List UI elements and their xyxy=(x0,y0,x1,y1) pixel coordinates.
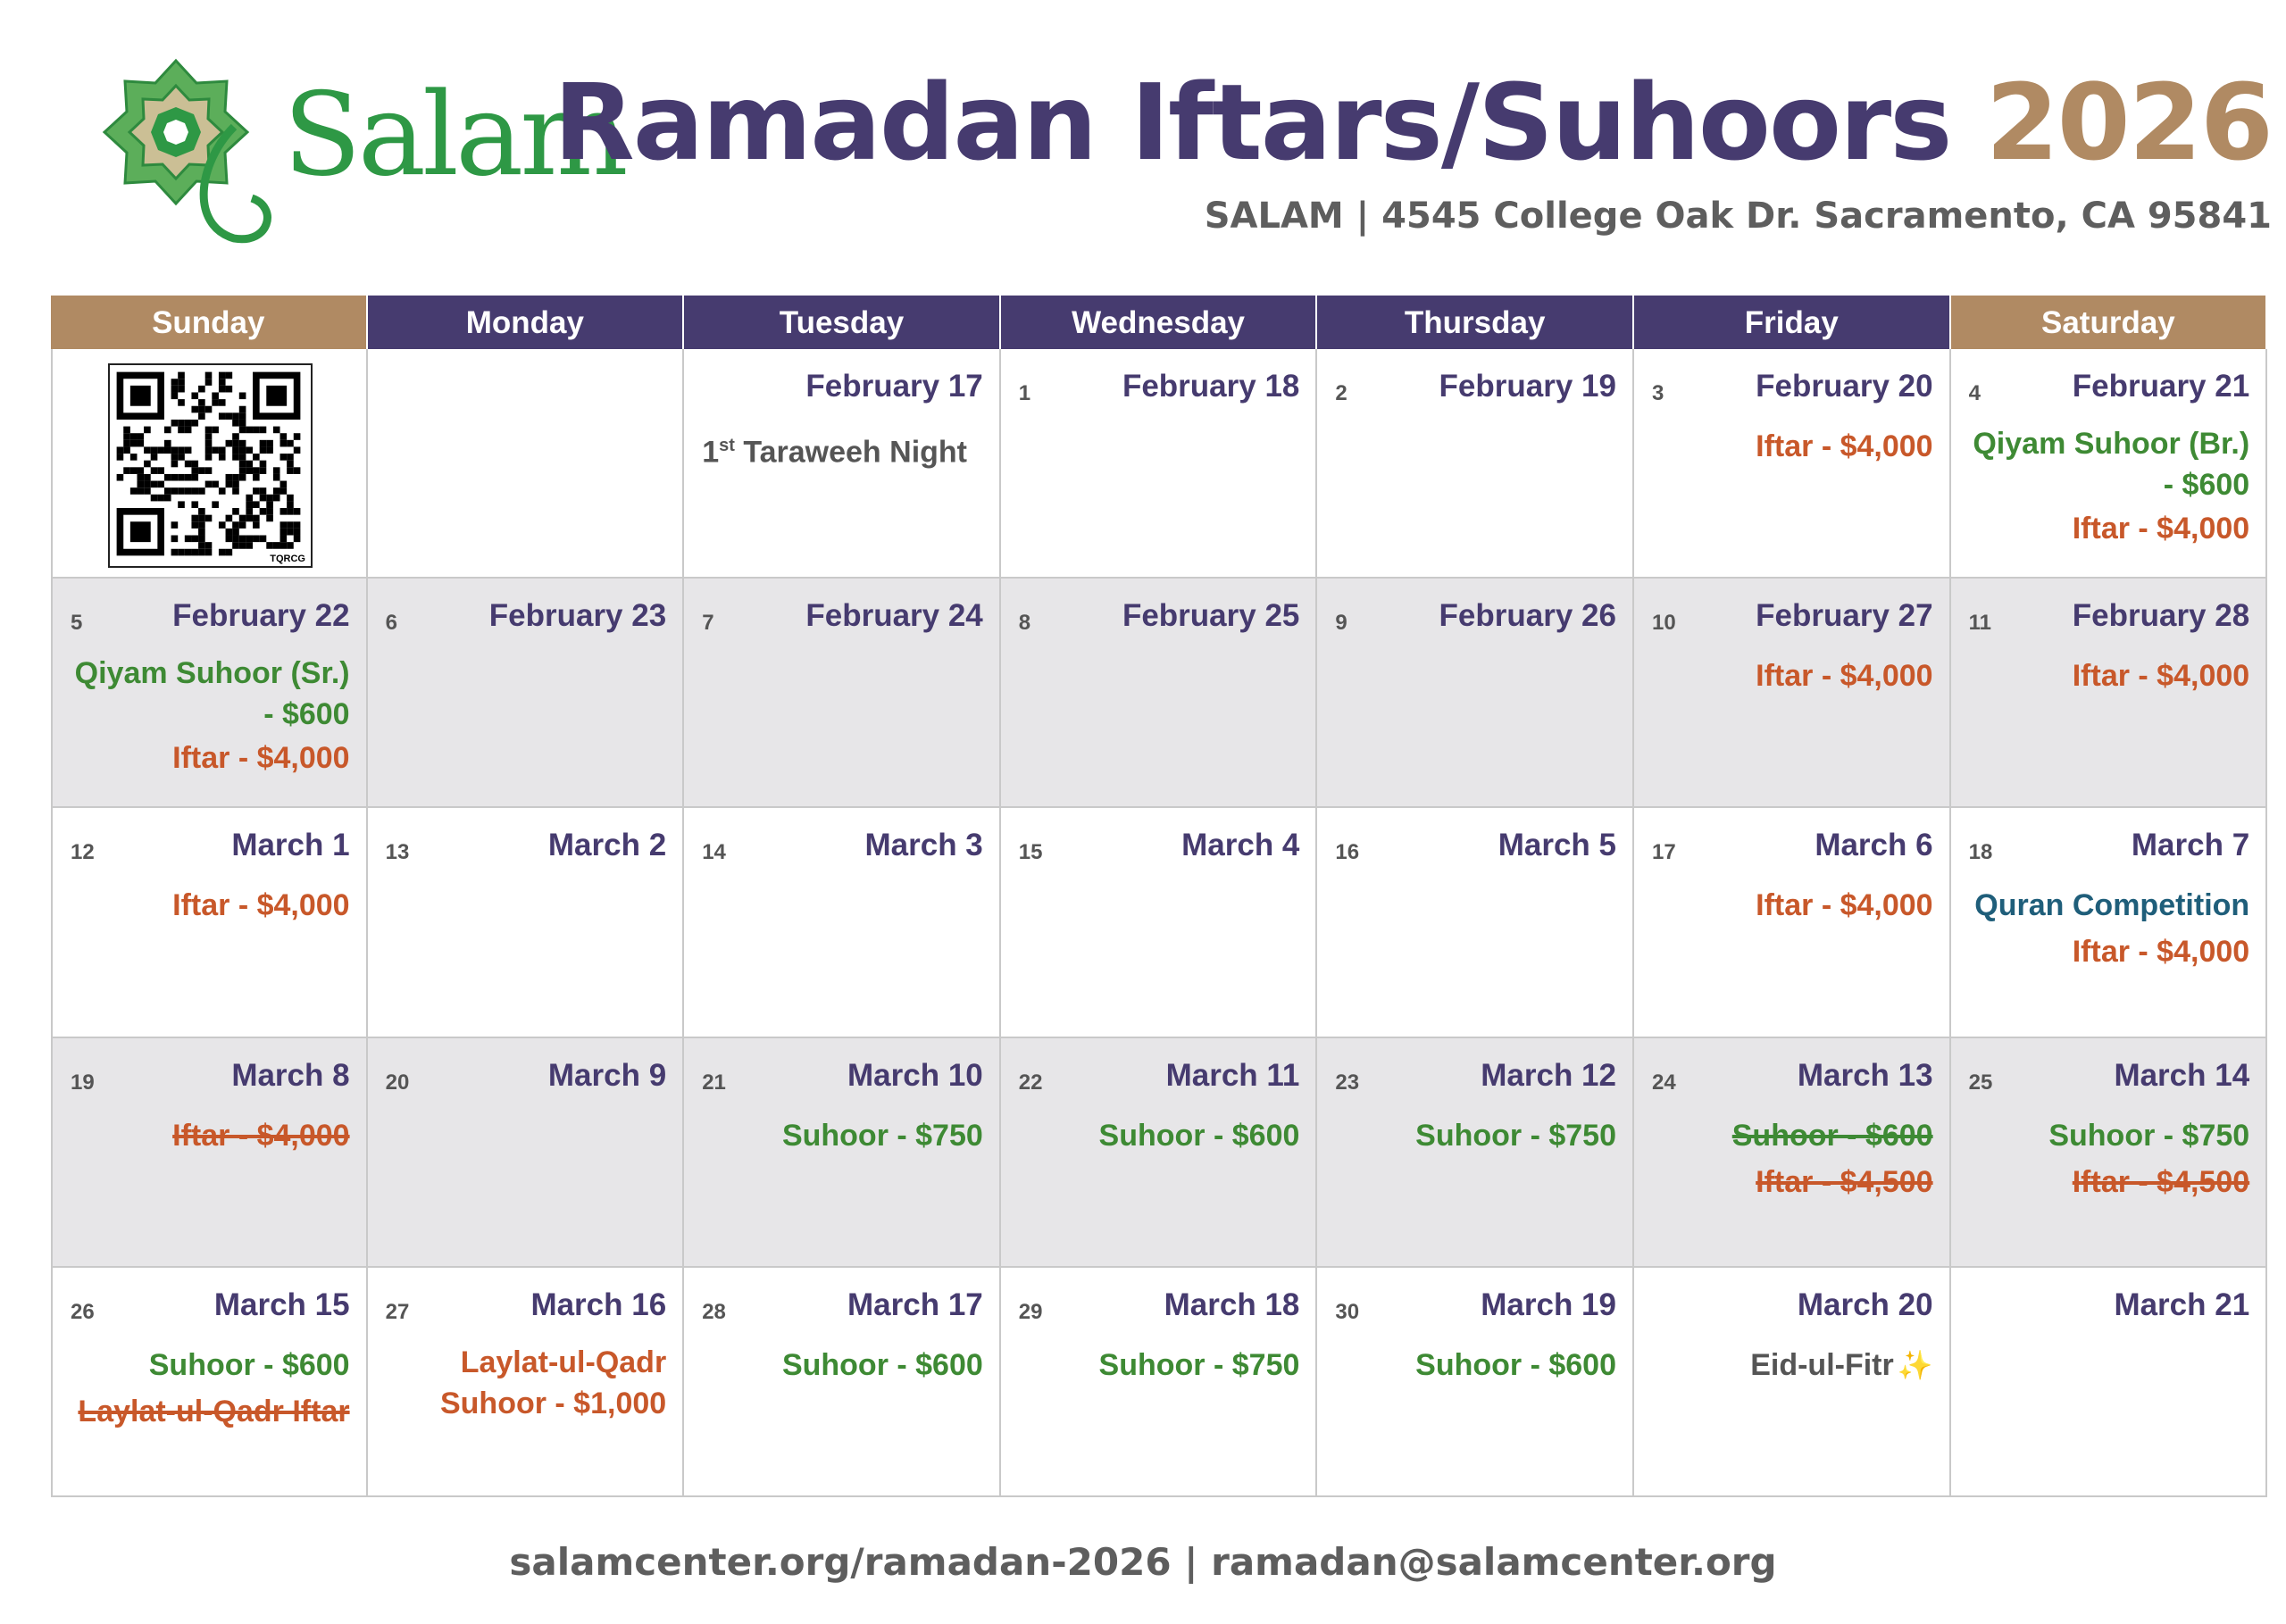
event-text: - $600 xyxy=(2163,468,2250,502)
day-header-tuesday: Tuesday xyxy=(684,296,1001,349)
ramadan-day-number: 9 xyxy=(1335,611,1347,636)
calendar-cell xyxy=(1317,1038,1634,1268)
ramadan-day-number: 18 xyxy=(1968,840,1993,865)
calendar-date: February 24 xyxy=(805,598,983,634)
event-text: Iftar - $4,000 xyxy=(1756,429,1933,463)
calendar-date: March 9 xyxy=(547,1057,667,1093)
ramadan-day-number: 15 xyxy=(1018,840,1043,865)
ramadan-day-number: 6 xyxy=(385,611,397,636)
event-text: Suhoor - $750 xyxy=(2048,1118,2250,1153)
event-item xyxy=(1964,653,2250,699)
calendar-cell xyxy=(1317,349,1634,579)
event-item xyxy=(1964,423,2250,464)
event-text: Iftar - $4,000 xyxy=(172,1118,350,1153)
calendar-date: March 1 xyxy=(231,828,350,863)
calendar-date: March 13 xyxy=(1797,1057,1933,1093)
day-header-thursday: Thursday xyxy=(1317,296,1634,349)
logo-text: Salam xyxy=(283,69,625,202)
calendar-cell xyxy=(368,349,685,579)
calendar-date: February 19 xyxy=(1439,369,1616,404)
event-text: Iftar - $4,000 xyxy=(2072,935,2250,970)
event-item xyxy=(65,882,350,929)
event-item xyxy=(1014,1342,1300,1388)
calendar-cell xyxy=(684,1268,1001,1497)
calendar-date: March 12 xyxy=(1481,1057,1616,1093)
calendar-date: March 3 xyxy=(864,828,983,863)
calendar-date: February 20 xyxy=(1756,369,1933,404)
calendar-cell xyxy=(1634,1268,1951,1497)
event-list xyxy=(1964,882,2250,975)
event-item xyxy=(1014,1112,1300,1159)
ordinal-suffix: st xyxy=(719,436,735,455)
event-text: Suhoor - $600 xyxy=(1098,1118,1300,1153)
calendar-date: February 22 xyxy=(172,598,350,634)
ramadan-day-number: 24 xyxy=(1652,1070,1676,1095)
calendar-date: February 18 xyxy=(1122,369,1300,404)
event-list xyxy=(1647,1112,1933,1205)
event-list xyxy=(697,1342,983,1388)
event-text: Qiyam Suhoor (Sr.) xyxy=(74,656,350,691)
calendar-date: March 15 xyxy=(213,1287,350,1322)
event-text: Iftar - $4,000 xyxy=(2072,659,2250,694)
calendar-cell xyxy=(51,808,368,1037)
calendar-date: March 7 xyxy=(2131,828,2250,863)
calendar-date: March 16 xyxy=(530,1287,667,1322)
calendar-date: February 23 xyxy=(488,598,667,634)
event-item-sponsored xyxy=(65,1388,350,1435)
event-text: Iftar - $4,000 xyxy=(1756,888,1933,923)
qr-code-icon[interactable] xyxy=(108,363,313,568)
ramadan-day-number: 19 xyxy=(71,1070,95,1095)
calendar-date: March 8 xyxy=(231,1057,350,1093)
calendar-cell xyxy=(1634,349,1951,579)
event-list xyxy=(1014,1112,1300,1159)
ramadan-day-number: 4 xyxy=(1968,381,1981,405)
event-item xyxy=(1330,1342,1616,1388)
event-item-sponsored xyxy=(1964,1159,2250,1205)
calendar-cell xyxy=(1317,808,1634,1037)
ramadan-day-number: 23 xyxy=(1335,1070,1360,1095)
ramadan-day-number: 20 xyxy=(385,1070,410,1095)
event-item xyxy=(65,653,350,694)
calendar-cell xyxy=(1951,579,2268,808)
party-popper-icon: ✨ xyxy=(1897,1348,1933,1381)
calendar-grid xyxy=(51,296,2267,1497)
calendar-date: February 25 xyxy=(1122,598,1300,634)
event-text: Suhoor - $600 xyxy=(1415,1347,1616,1382)
calendar-cell xyxy=(368,1268,685,1497)
calendar-cell xyxy=(1001,1038,1318,1268)
ramadan-day-number: 26 xyxy=(71,1299,95,1324)
calendar-cell xyxy=(1634,1038,1951,1268)
event-item xyxy=(1964,1112,2250,1159)
event-list xyxy=(1647,1342,1933,1388)
calendar-cell xyxy=(1317,579,1634,808)
ramadan-day-number: 30 xyxy=(1335,1299,1360,1324)
event-item xyxy=(697,1342,983,1388)
calendar-date: February 28 xyxy=(2072,598,2250,634)
calendar-date: March 10 xyxy=(847,1057,983,1093)
title-year: 2026 xyxy=(1985,61,2272,184)
event-text: Qiyam Suhoor (Br.) xyxy=(1973,427,2250,461)
event-item xyxy=(380,1342,667,1383)
calendar-cell xyxy=(1001,1268,1318,1497)
ramadan-day-number: 2 xyxy=(1335,381,1347,405)
event-list xyxy=(1330,1342,1616,1388)
event-list xyxy=(697,1112,983,1159)
calendar-date: March 20 xyxy=(1797,1287,1933,1322)
ramadan-day-number: 29 xyxy=(1018,1299,1043,1324)
event-text: Suhoor - $600 xyxy=(148,1347,350,1382)
ordinal-number: 1 xyxy=(702,435,720,470)
calendar-date: March 17 xyxy=(847,1287,983,1322)
ramadan-day-number: 3 xyxy=(1652,381,1664,405)
calendar-cell xyxy=(368,1038,685,1268)
event-text: Iftar - $4,500 xyxy=(2072,1164,2250,1199)
event-list xyxy=(65,653,350,781)
event-list xyxy=(380,1342,667,1424)
event-item xyxy=(65,1342,350,1388)
calendar-cell xyxy=(1001,579,1318,808)
ramadan-day-number: 12 xyxy=(71,840,95,865)
event-list xyxy=(1330,1112,1616,1159)
event-item xyxy=(1647,882,1933,929)
ramadan-day-number: 21 xyxy=(702,1070,726,1095)
calendar-date: March 2 xyxy=(547,828,667,863)
footer-contact: salamcenter.org/ramadan-2026 | ramadan@salamcenter.org xyxy=(509,1540,1777,1584)
event-text: Iftar - $4,000 xyxy=(2072,512,2250,545)
event-list xyxy=(65,882,350,929)
event-list xyxy=(1014,1342,1300,1388)
ramadan-day-number: 17 xyxy=(1652,840,1676,865)
qr-label: TQRCG xyxy=(270,554,305,564)
event-item xyxy=(1964,929,2250,975)
ramadan-day-number: 1 xyxy=(1018,381,1031,405)
day-header-monday: Monday xyxy=(368,296,685,349)
calendar-cell xyxy=(1001,808,1318,1037)
ramadan-day-number: 10 xyxy=(1652,611,1676,636)
calendar-date: March 11 xyxy=(1165,1057,1300,1093)
calendar-cell xyxy=(1317,1268,1634,1497)
calendar-cell xyxy=(51,349,368,579)
ramadan-day-number: 14 xyxy=(702,840,726,865)
calendar-date: March 4 xyxy=(1181,828,1300,863)
event-text: Laylat-ul-Qadr Iftar xyxy=(78,1394,350,1428)
page-title xyxy=(554,55,2272,189)
calendar-cell xyxy=(368,808,685,1037)
event-list xyxy=(1647,653,1933,699)
event-list xyxy=(1964,653,2250,699)
ramadan-day-number: 8 xyxy=(1018,611,1031,636)
event-item xyxy=(1964,505,2250,552)
note-text: Taraweeh Night xyxy=(743,435,967,470)
calendar-cell xyxy=(368,579,685,808)
event-item xyxy=(1647,653,1933,699)
ramadan-day-number: 28 xyxy=(702,1299,726,1324)
event-text: Iftar - $4,000 xyxy=(172,741,350,776)
qr-pattern xyxy=(110,365,307,562)
day-header-saturday: Saturday xyxy=(1951,296,2268,349)
event-item xyxy=(1647,423,1933,470)
event-text: Iftar - $4,000 xyxy=(172,888,350,923)
day-header-friday: Friday xyxy=(1634,296,1951,349)
title-main: Ramadan Iftars/Suhoors xyxy=(553,61,1951,184)
calendar-date: March 5 xyxy=(1498,828,1616,863)
calendar-cell xyxy=(684,349,1001,579)
event-item-sponsored xyxy=(1647,1159,1933,1205)
day-header-sunday: Sunday xyxy=(51,296,368,349)
event-list xyxy=(1964,1112,2250,1205)
event-text: Eid-ul-Fitr xyxy=(1750,1347,1894,1382)
ramadan-day-number: 25 xyxy=(1968,1070,1993,1095)
event-item xyxy=(1647,1342,1933,1388)
event-list xyxy=(65,1112,350,1159)
event-list xyxy=(1647,423,1933,470)
calendar-date: February 27 xyxy=(1756,598,1933,634)
calendar-date: March 19 xyxy=(1481,1287,1616,1322)
event-list xyxy=(1647,882,1933,929)
calendar-cell xyxy=(1951,349,2268,579)
event-text: Laylat-ul-Qadr xyxy=(460,1345,667,1379)
event-text: - $600 xyxy=(263,697,350,732)
event-list xyxy=(1964,423,2250,552)
event-text: Quran Competition xyxy=(1974,888,2250,923)
calendar-cell xyxy=(1951,1038,2268,1268)
calendar-cell xyxy=(1001,349,1318,579)
event-item-sponsored xyxy=(65,1112,350,1159)
calendar-date: February 26 xyxy=(1439,598,1616,634)
ramadan-day-number: 7 xyxy=(702,611,714,636)
ramadan-day-number: 22 xyxy=(1018,1070,1043,1095)
calendar-cell xyxy=(51,579,368,808)
calendar-cell xyxy=(1634,579,1951,808)
event-item-sponsored xyxy=(1647,1112,1933,1159)
event-item xyxy=(380,1383,667,1424)
calendar-date: March 14 xyxy=(2114,1057,2250,1093)
ramadan-day-number: 11 xyxy=(1968,611,1991,636)
calendar-cell xyxy=(51,1038,368,1268)
calendar-date: March 6 xyxy=(1815,828,1933,863)
taraweeh-note xyxy=(702,422,967,475)
event-item xyxy=(1964,464,2250,505)
ramadan-day-number: 13 xyxy=(385,840,410,865)
event-item xyxy=(65,735,350,781)
event-text: Iftar - $4,000 xyxy=(1756,659,1933,694)
event-item xyxy=(1330,1112,1616,1159)
calendar-date: February 21 xyxy=(2072,369,2250,404)
event-text: Suhoor - $1,000 xyxy=(439,1386,667,1420)
calendar-cell xyxy=(684,1038,1001,1268)
event-text: Suhoor - $750 xyxy=(1415,1118,1616,1153)
calendar-cell xyxy=(684,808,1001,1037)
ramadan-day-number: 5 xyxy=(71,611,83,636)
calendar-cell xyxy=(51,1268,368,1497)
calendar-cell xyxy=(1634,808,1951,1037)
calendar-cell xyxy=(1951,1268,2268,1497)
event-text: Suhoor - $750 xyxy=(1098,1347,1300,1382)
event-text: Suhoor - $600 xyxy=(781,1347,983,1382)
day-header-wednesday: Wednesday xyxy=(1001,296,1318,349)
calendar-date: February 17 xyxy=(805,369,983,404)
page-subtitle: SALAM | 4545 College Oak Dr. Sacramento, CA 95841 xyxy=(1204,196,2272,237)
ramadan-day-number: 27 xyxy=(385,1299,410,1324)
calendar-cell xyxy=(1951,808,2268,1037)
event-text: Iftar - $4,500 xyxy=(1756,1164,1933,1199)
calendar-date: March 18 xyxy=(1164,1287,1300,1322)
event-item xyxy=(1964,882,2250,929)
ramadan-day-number: 16 xyxy=(1335,840,1360,865)
salam-logo xyxy=(100,55,625,261)
event-text: Suhoor - $750 xyxy=(781,1118,983,1153)
event-list xyxy=(65,1342,350,1435)
calendar-date: March 21 xyxy=(2114,1287,2250,1322)
star-emblem-icon xyxy=(100,55,279,261)
calendar-cell xyxy=(684,579,1001,808)
event-text: Suhoor - $600 xyxy=(1731,1118,1933,1153)
event-item xyxy=(697,1112,983,1159)
event-item xyxy=(65,694,350,735)
